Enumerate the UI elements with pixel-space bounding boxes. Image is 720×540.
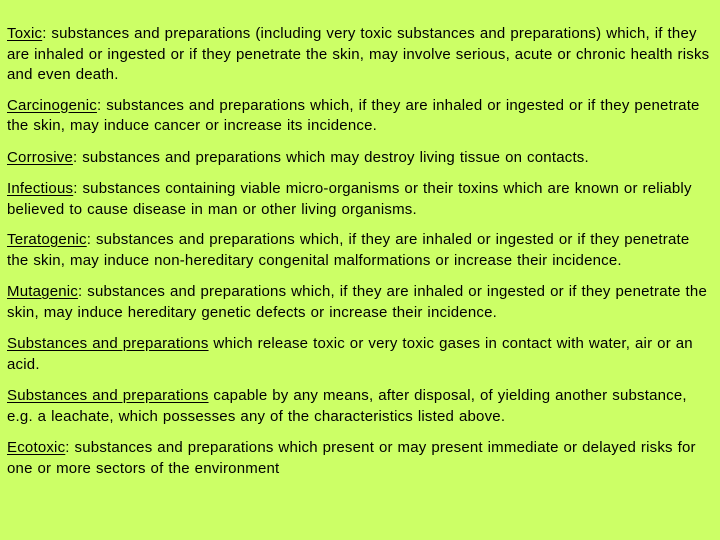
term-infectious: Infectious bbox=[7, 180, 74, 197]
definition-text-infectious: : substances containing viable micro-organisms or their toxins which are known or reliably believed to cause disease in man or other living organisms. bbox=[7, 180, 692, 218]
definition-text-mutagenic: : substances and preparations which, if they are inhaled or ingested or if they penetrate the skin, may induce hereditary genetic defects or increase their incidence. bbox=[7, 283, 707, 321]
definition-corrosive bbox=[7, 148, 712, 169]
definition-mutagenic bbox=[7, 282, 712, 323]
definition-text-carcinogenic: : substances and preparations which, if they are inhaled or ingested or if they penetrate the skin, may induce cancer or increase its incidence. bbox=[7, 96, 700, 134]
definition-text-ecotoxic: : substances and preparations which present or may present immediate or delayed risks for one or more sectors of the environment bbox=[7, 439, 696, 477]
definition-text-toxic-gas-release: which release toxic or very toxic gases in contact with water, air or an acid. bbox=[7, 335, 693, 373]
definition-text-toxic: : substances and preparations (including very toxic substances and preparations) which, if they are inhaled or ingested or if they penetrate the skin, may involve serious, acute or chronic health risks and even death. bbox=[7, 25, 710, 83]
term-corrosive: Corrosive bbox=[7, 148, 73, 166]
term-ecotoxic: Ecotoxic bbox=[7, 439, 66, 456]
term-substances-and-preparations-leachate: Substances and preparations bbox=[7, 387, 209, 404]
definition-text-teratogenic: : substances and preparations which, if they are inhaled or ingested or if they penetrate the skin, may induce non-hereditary congenital malformations or increase their incidence. bbox=[7, 231, 690, 269]
definition-infectious bbox=[7, 179, 712, 220]
term-mutagenic: Mutagenic bbox=[7, 283, 79, 300]
term-substances-and-preparations-gas: Substances and preparations bbox=[7, 335, 209, 352]
definition-leachate bbox=[7, 386, 712, 427]
term-toxic: Toxic bbox=[7, 25, 43, 42]
definition-teratogenic bbox=[7, 230, 712, 271]
definition-ecotoxic bbox=[7, 438, 712, 479]
term-carcinogenic: Carcinogenic bbox=[7, 96, 97, 114]
definition-toxic-gas-release bbox=[7, 334, 712, 375]
definition-text-leachate: capable by any means, after disposal, of yielding another substance, e.g. a leachate, which possesses any of the characteristics listed above. bbox=[7, 387, 687, 425]
definition-text-corrosive: : substances and preparations which may destroy living tissue on contacts. bbox=[72, 148, 589, 166]
definition-toxic bbox=[7, 24, 712, 86]
definition-carcinogenic bbox=[7, 96, 712, 137]
term-teratogenic: Teratogenic bbox=[7, 231, 87, 248]
